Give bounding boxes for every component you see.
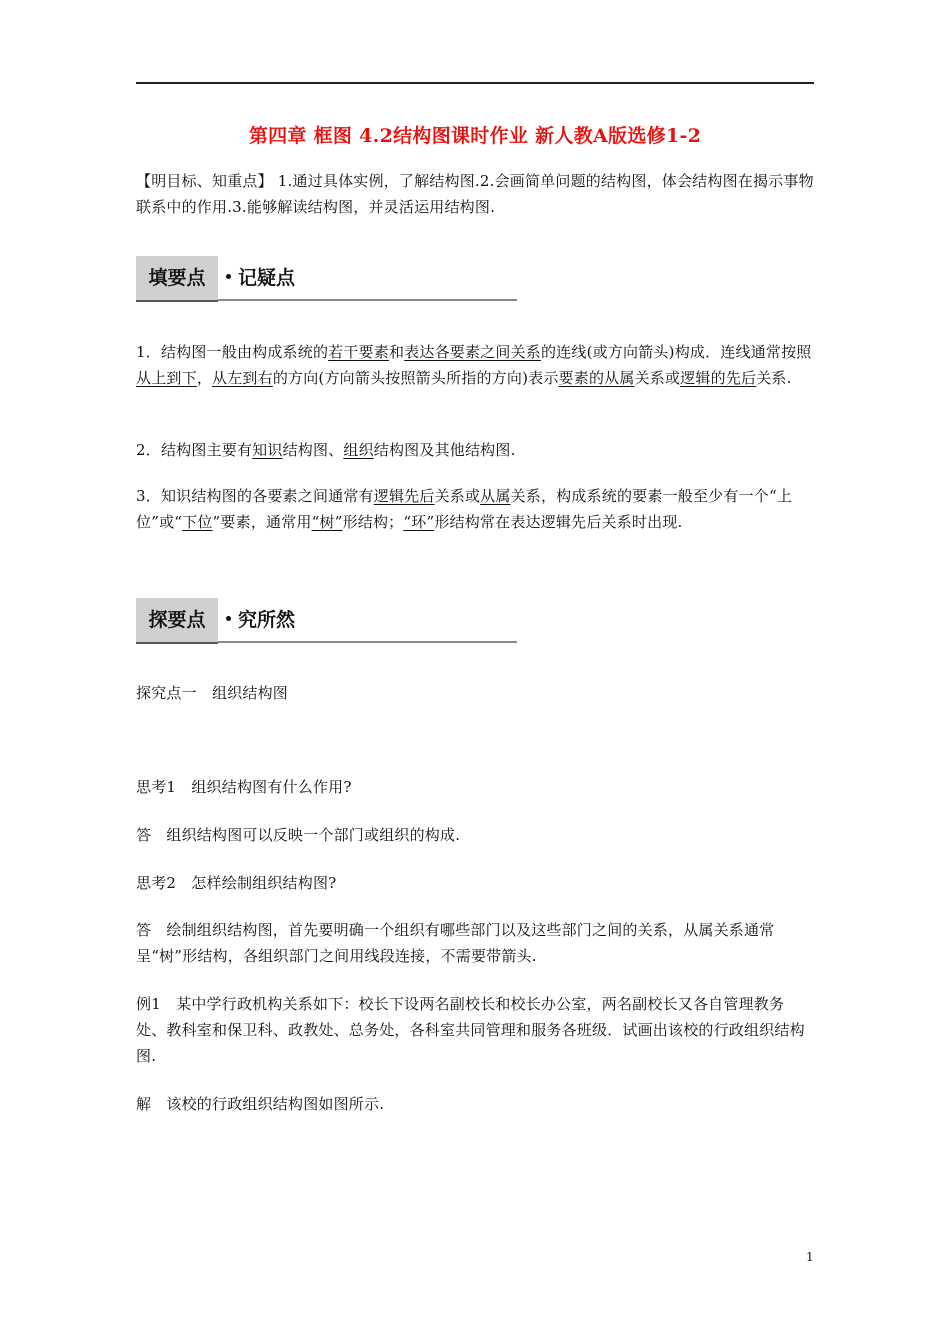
section-header-explore-points [136, 598, 517, 644]
text-run: 的连线(或方向箭头)构成．连线通常按照 [540, 343, 812, 361]
blank-answer: 从上到下 [136, 369, 197, 387]
blank-answer: 组织 [343, 441, 374, 459]
text-run: 1．结构图一般由构成系统的 [136, 343, 329, 361]
blank-answer: 逻辑先后 [373, 487, 435, 505]
blank-answer: 逻辑的先后 [680, 369, 757, 387]
blank-answer: 表达各要素之间关系 [404, 343, 541, 361]
think-question-2: 思考2 怎样绘制组织结构图? [136, 874, 337, 892]
answer-2: 答 绘制组织结构图，首先要明确一个组织有哪些部门以及这些部门之间的关系，从属关系通常呈“树”形结构，各组织部门之间用线段连接，不需要带箭头. [136, 921, 775, 965]
text-run: 和 [388, 343, 405, 361]
answer-1: 答 组织结构图可以反映一个部门或组织的构成. [136, 826, 461, 844]
text-run: 2．结构图主要有 [136, 441, 253, 459]
text-run: 关系，构成系统的要素一般至少有一个“上位”或“ [136, 487, 793, 531]
text-run: 形结构常在表达逻辑先后关系时出现. [434, 513, 683, 531]
text-run: ， [196, 369, 213, 387]
section-sub-label: 记疑点 [238, 267, 296, 289]
goals-paragraph [136, 168, 814, 220]
blank-answer: 从左到右 [212, 369, 273, 387]
text-run: ”要素，通常用 [212, 513, 312, 531]
text-run: 结构图及其他结构图. [373, 441, 516, 459]
text-run: 的方向(方向箭头按照箭头所指的方向)表示 [272, 369, 559, 387]
goals-label: 【明目标、知重点】 [136, 172, 273, 190]
section-box-label: 填要点 [136, 256, 218, 302]
section-rule [218, 299, 517, 301]
section-box-label: 探要点 [136, 598, 218, 644]
text-run: 3．知识结构图的各要素之间通常有 [136, 487, 374, 505]
item-1-paragraph [136, 339, 814, 391]
text-run: 关系或 [634, 369, 681, 387]
item-2-paragraph [136, 437, 814, 463]
header-rule [136, 82, 814, 84]
page-title: 第四章 框图 4.2结构图课时作业 新人教A版选修1-2 [248, 125, 702, 147]
blank-answer: “树” [311, 513, 343, 531]
text-run: 形结构； [342, 513, 404, 531]
item-3-paragraph [136, 483, 814, 535]
solution-1: 解 该校的行政组织结构图如图所示. [136, 1095, 385, 1113]
blank-answer: 若干要素 [328, 343, 389, 361]
blank-answer: 从属 [480, 487, 511, 505]
text-run: 结构图、 [282, 441, 344, 459]
blank-answer: 知识 [252, 441, 283, 459]
bullet-dot-icon [226, 274, 231, 279]
explore-point-heading: 探究点一 组织结构图 [136, 684, 289, 702]
blank-answer: 要素的从属 [558, 369, 635, 387]
page-number: 1 [806, 1250, 814, 1264]
blank-answer: 下位 [182, 513, 213, 531]
text-run: 关系. [756, 369, 792, 387]
section-header-fill-points [136, 256, 517, 302]
section-sub-label: 究所然 [238, 609, 296, 631]
blank-answer: “环” [403, 513, 435, 531]
goals-text: 1.通过具体实例，了解结构图.2.会画简单问题的结构图，体会结构图在揭示事物联系中的作用.3.能够解读结构图，并灵活运用结构图. [136, 172, 814, 216]
text-run: 关系或 [434, 487, 481, 505]
bullet-dot-icon [226, 616, 231, 621]
think-question-1: 思考1 组织结构图有什么作用? [136, 778, 352, 796]
example-1: 例1 某中学行政机构关系如下：校长下设两名副校长和校长办公室，两名副校长又各自管理教务处、教科室和保卫科、政教处、总务处，各科室共同管理和服务各班级．试画出该校的行政组织结构图. [136, 995, 805, 1065]
section-rule [218, 641, 517, 643]
